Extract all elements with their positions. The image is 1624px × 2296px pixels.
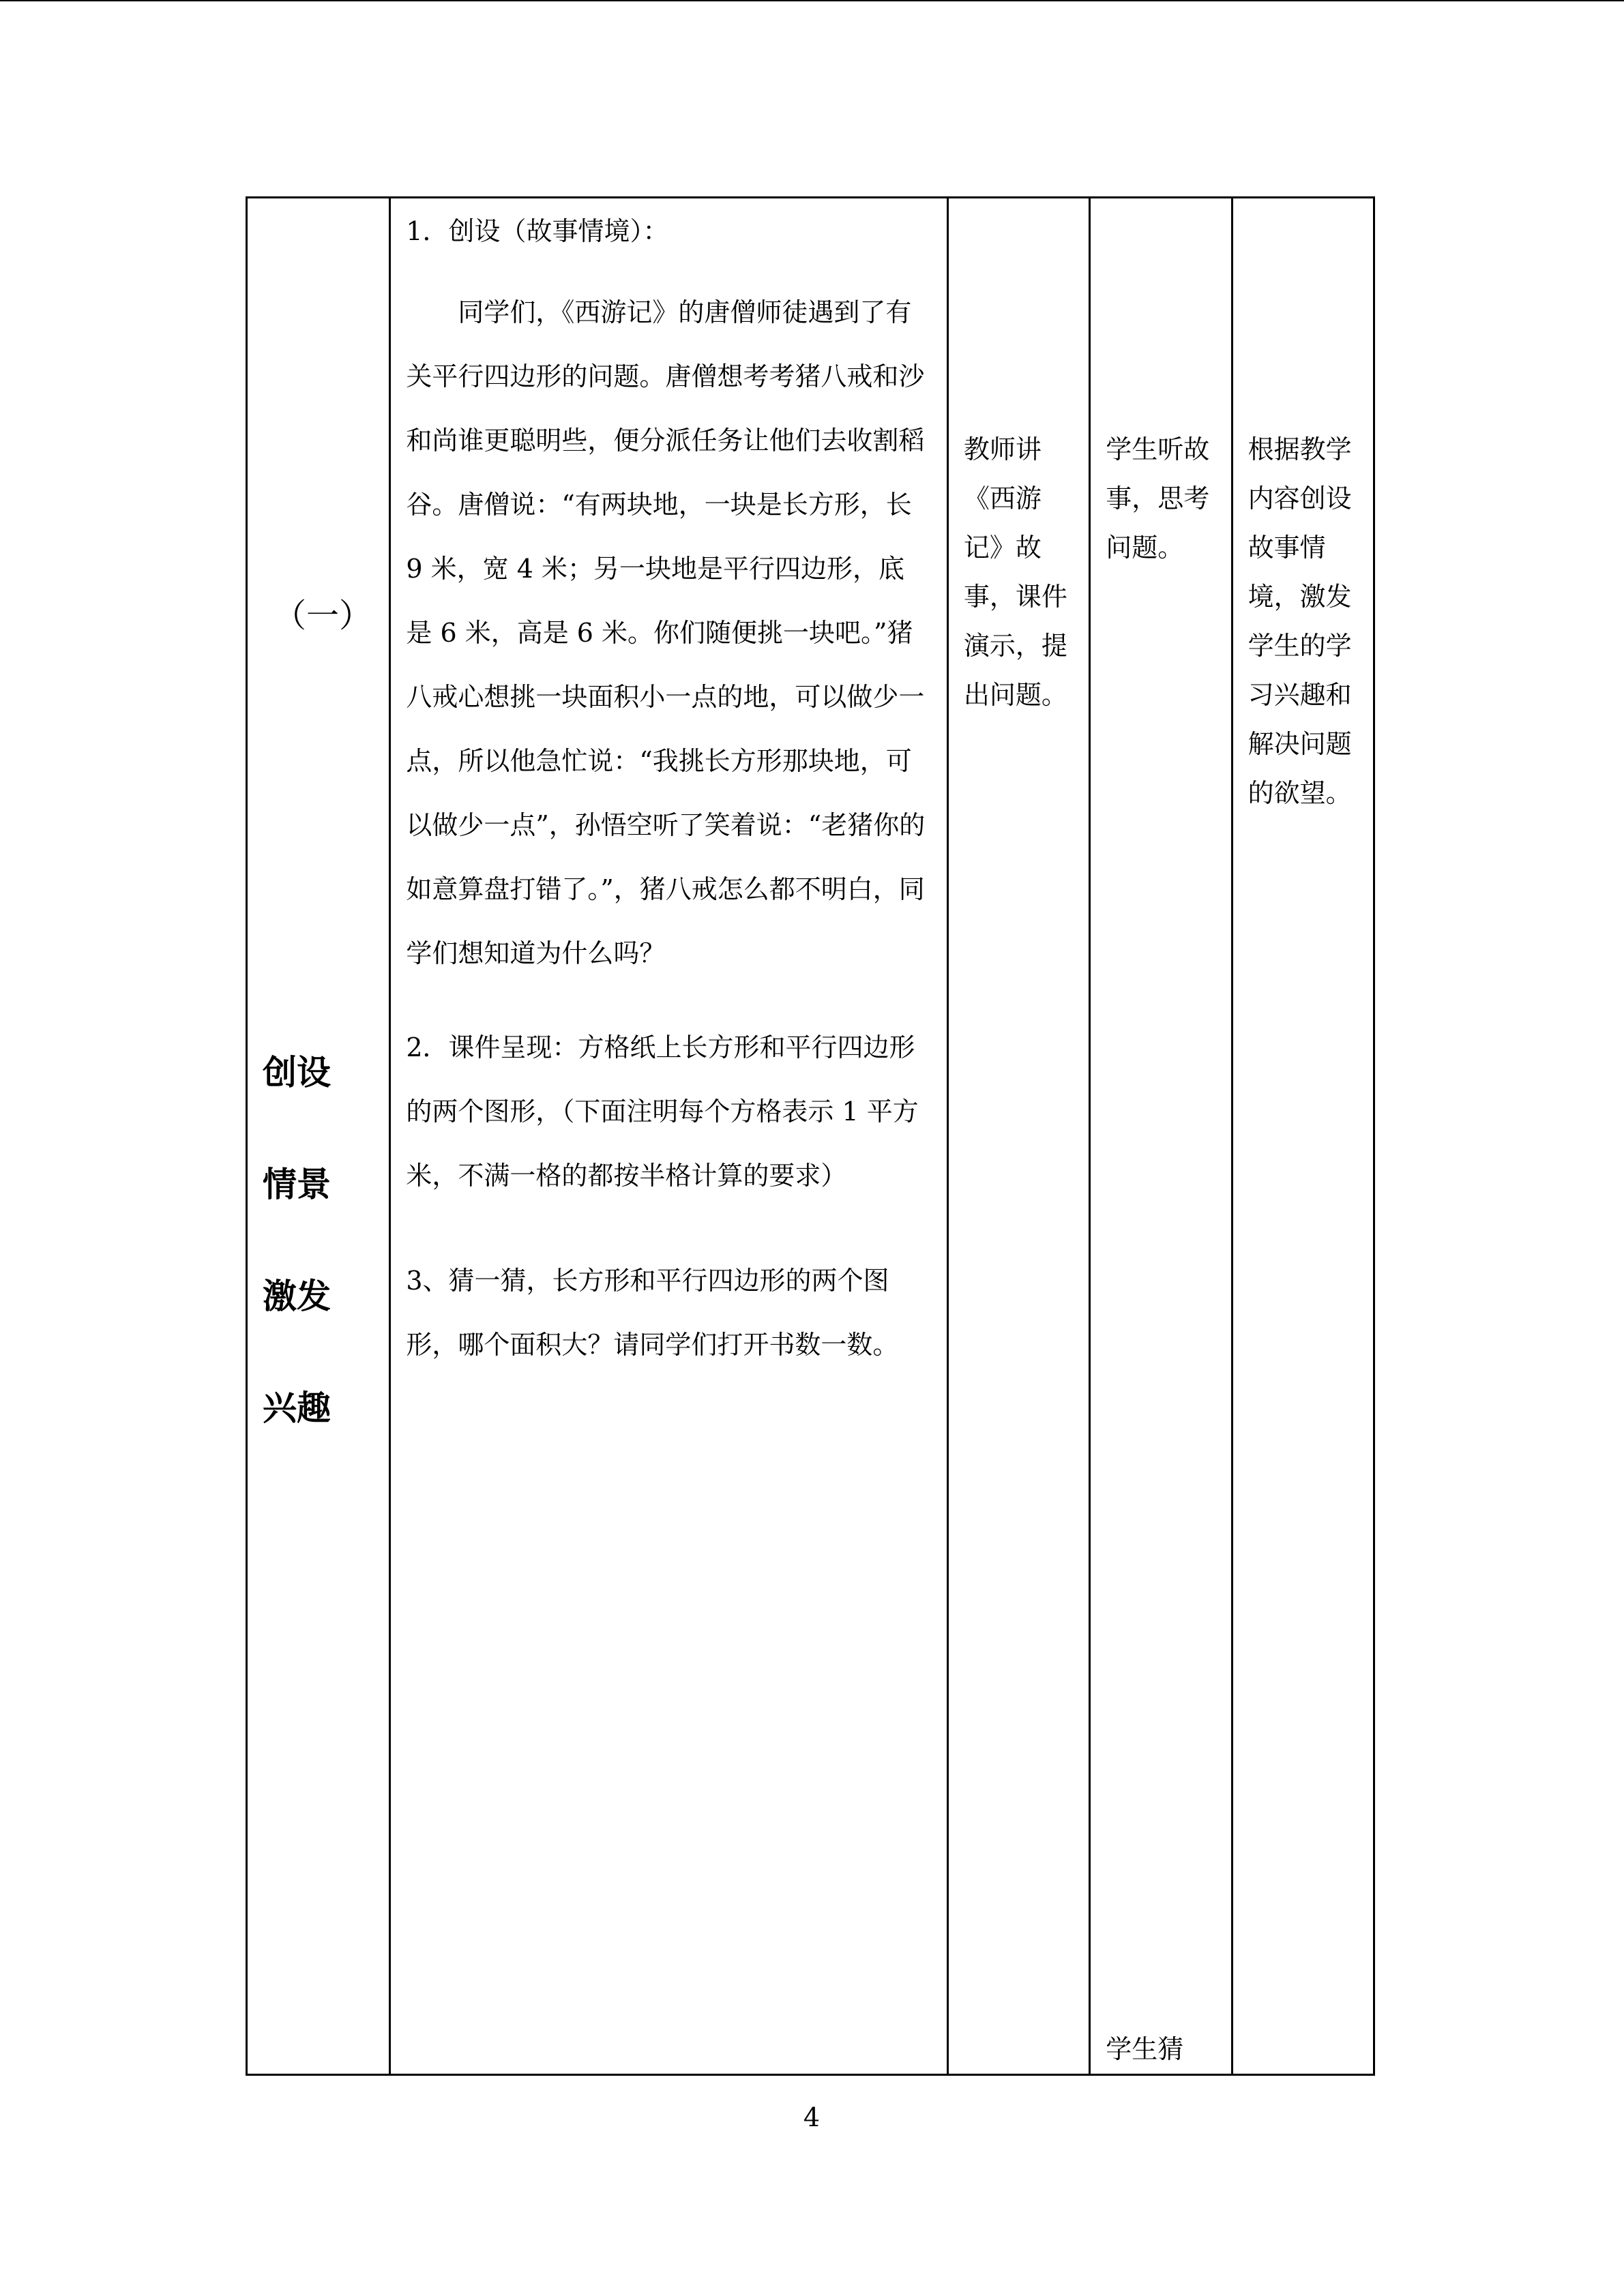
- step3-paragraph: 3、猜一猜，长方形和平行四边形的两个图形，哪个面积大？请同学们打开书数一数。: [406, 1266, 899, 1360]
- stage-title: [263, 1017, 331, 1464]
- stage-title-line: 兴趣: [263, 1388, 331, 1428]
- story-paragraph: 同学们，《西游记》的唐僧师徒遇到了有关平行四边形的问题。唐僧想考考猪八戒和沙和尚谁更聪明些，便分派任务让他们去收割稻谷。唐僧说：“有两块地，一块是长方形，长 9 米，宽 4 米；另一块地是平行四边形，底是 6 米，高是 6 米。你们随便挑一块吧。”猪八戒心想挑一块面积小一点的地，可以做少一点，所以他急忙说：“我挑长方形那块地，可以做少一点”，孙悟空听了笑着说：“老猪你的如意算盘打错了。”，猪八戒怎么都不明白，同学们想知道为什么吗？: [406, 297, 926, 968]
- content-cell: [390, 198, 947, 2075]
- stage-title-line: 激发: [263, 1277, 331, 1316]
- table-row: [247, 198, 1374, 2075]
- step2-paragraph: 2．课件呈现：方格纸上长方形和平行四边形的两个图形，（下面注明每个方格表示 1 平方米，不满一格的都按半格计算的要求）: [406, 1032, 919, 1191]
- lesson-plan-table: [246, 196, 1375, 2076]
- step1-heading: 1．创设（故事情境）：: [406, 216, 669, 246]
- top-border-line: [0, 0, 1624, 1]
- design-intent-cell: [1232, 198, 1374, 2075]
- student-activity-cell: [1090, 198, 1232, 2075]
- stage-title-line: 创设: [263, 1053, 331, 1092]
- teacher-activity-cell: [947, 198, 1089, 2075]
- student-guess-text: 学生猜: [1106, 2034, 1184, 2064]
- stage-number: （一）: [274, 597, 372, 635]
- design-intent-text: 根据教学内容创设故事情境，激发学生的学习兴趣和解决问题的欲望。: [1247, 434, 1352, 808]
- stage-title-line: 情景: [263, 1165, 331, 1204]
- student-activity-text: 学生听故事，思考问题。: [1106, 434, 1210, 563]
- teacher-activity-text: 教师讲《西游记》故事，课件演示，提出问题。: [963, 434, 1067, 710]
- stage-cell: [247, 198, 390, 2075]
- page-number: 4: [803, 2102, 821, 2132]
